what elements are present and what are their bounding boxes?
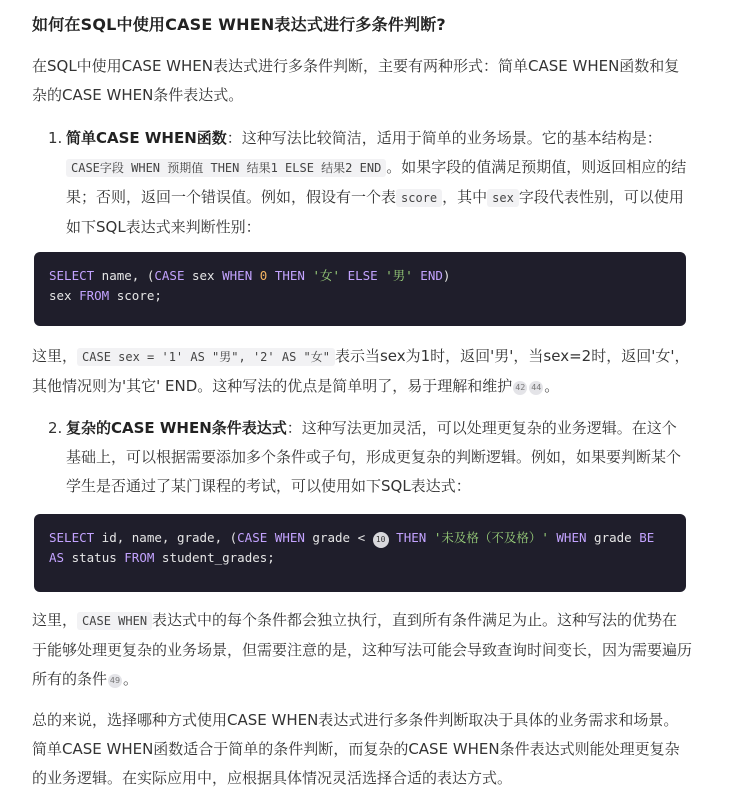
inline-code: CASE字段 WHEN 预期值 THEN 结果1 ELSE 结果2 END [66, 159, 386, 177]
code-token: sex [49, 288, 80, 303]
code-token: status [64, 550, 125, 565]
list-item-simple-case [48, 124, 688, 242]
code-token: id, name, grade, ( [94, 530, 238, 545]
code-token: SELECT [49, 530, 95, 545]
code-token [340, 268, 348, 283]
code-token [267, 530, 275, 545]
code-token: THEN [396, 530, 427, 545]
list-item-body [66, 124, 688, 242]
code-token: WHEN [222, 268, 253, 283]
intro-paragraph: 在SQL中使用CASE WHEN表达式进行多条件判断，主要有两种形式：简单CASE WHEN函数和复杂的CASE WHEN条件表达式。 [32, 57, 680, 104]
para-text: 。 [544, 377, 560, 395]
inline-code: CASE sex = '1' AS "男", '2' AS "女" [77, 348, 335, 366]
code-token: CASE [237, 530, 268, 545]
code-token: '未及格（不及格）' [433, 530, 549, 545]
list-number: 2. [48, 419, 63, 437]
inline-code: CASE WHEN [77, 612, 152, 630]
code-token: '女' [312, 268, 341, 283]
code-token: AS [49, 550, 65, 565]
para-text: 。 [123, 670, 139, 688]
list-item-text: ：这种写法比较简洁，适用于简单的业务场景。它的基本结构是： [226, 129, 662, 147]
list-item-complex-case [48, 414, 688, 501]
list-item-text: 字段代表性别，可以使用如下SQL表达式来判断性别： [66, 188, 684, 236]
citation-badge[interactable]: 42 [513, 381, 527, 395]
para-text: 这里， [32, 611, 78, 629]
code-token: BE [639, 530, 655, 545]
inline-code: score [396, 189, 442, 207]
citation-badge[interactable]: 44 [529, 381, 543, 395]
code-token: WHEN [274, 530, 305, 545]
list-number: 1. [48, 129, 63, 147]
code-token: FROM [79, 288, 110, 303]
code-token: sex [184, 268, 223, 283]
citation-badge[interactable]: 49 [108, 674, 122, 688]
code-token: ) [442, 268, 451, 283]
code-token: SELECT [49, 268, 95, 283]
code-token: THEN [274, 268, 305, 283]
citation-badge[interactable]: 10 [373, 532, 389, 548]
list-item-text: ：这种写法更加灵活，可以处理更复杂的业务逻辑。在这个基础上，可以根据需要添加多个条件或子句，形成更复杂的判断逻辑。例如，如果要判断某个学生是否通过了某门课程的考试，可以使用如下SQL表达式： [66, 419, 682, 495]
list-item-body [66, 414, 688, 501]
para-text: 表达式中的每个条件都会独立执行，直到所有条件满足为止。这种写法的优势在于能够处理更复杂的业务场景，但需要注意的是，这种写法可能会导致查询时间变长，因为需要遍历所有的条件 [32, 611, 693, 688]
code-token: WHEN [556, 530, 587, 545]
list-item-heading: 复杂的CASE WHEN条件表达式 [66, 419, 287, 437]
code-block[interactable] [34, 514, 686, 592]
code-token [267, 268, 275, 283]
explanation-paragraph-2 [32, 606, 692, 694]
para-text: 表示当sex为1时，返回'男'，当sex=2时，返回'女'，其他情况则为'其它' END。这种写法的优点是简单明了，易于理解和维护 [32, 347, 690, 395]
para-text: 这里， [32, 347, 78, 365]
code-token: student_grades; [154, 550, 275, 565]
code-token [252, 268, 260, 283]
list-item-heading: 简单CASE WHEN函数 [66, 129, 227, 147]
code-token: CASE [154, 268, 185, 283]
inline-code: sex [487, 189, 519, 207]
code-block[interactable] [34, 252, 686, 326]
code-token: grade [586, 530, 640, 545]
code-token [426, 530, 434, 545]
code-token: ELSE [347, 268, 378, 283]
list-item-text: 。如果字段的值满足预期值，则返回相应的结果；否则，返回一个错误值。例如，假设有一个表 [66, 158, 687, 206]
conclusion-paragraph: 总的来说，选择哪种方式使用CASE WHEN表达式进行多条件判断取决于具体的业务需求和场景。简单CASE WHEN函数适合于简单的条件判断，而复杂的CASE WHEN条件表达式则能处理更复杂的业务逻辑。在实际应用中，应根据具体情况灵活选择合适的表达方式。 [32, 711, 680, 787]
code-token: score; [109, 288, 162, 303]
code-token: grade < [304, 530, 373, 545]
page-title: 如何在SQL中使用CASE WHEN表达式进行多条件判断? [32, 15, 446, 34]
code-token: FROM [124, 550, 155, 565]
code-token: 0 [259, 268, 268, 283]
list-item-text: ，其中 [442, 188, 488, 206]
code-token: name, ( [94, 268, 155, 283]
code-token: '男' [385, 268, 413, 283]
explanation-paragraph-1 [32, 342, 692, 401]
code-token: END [420, 268, 443, 283]
